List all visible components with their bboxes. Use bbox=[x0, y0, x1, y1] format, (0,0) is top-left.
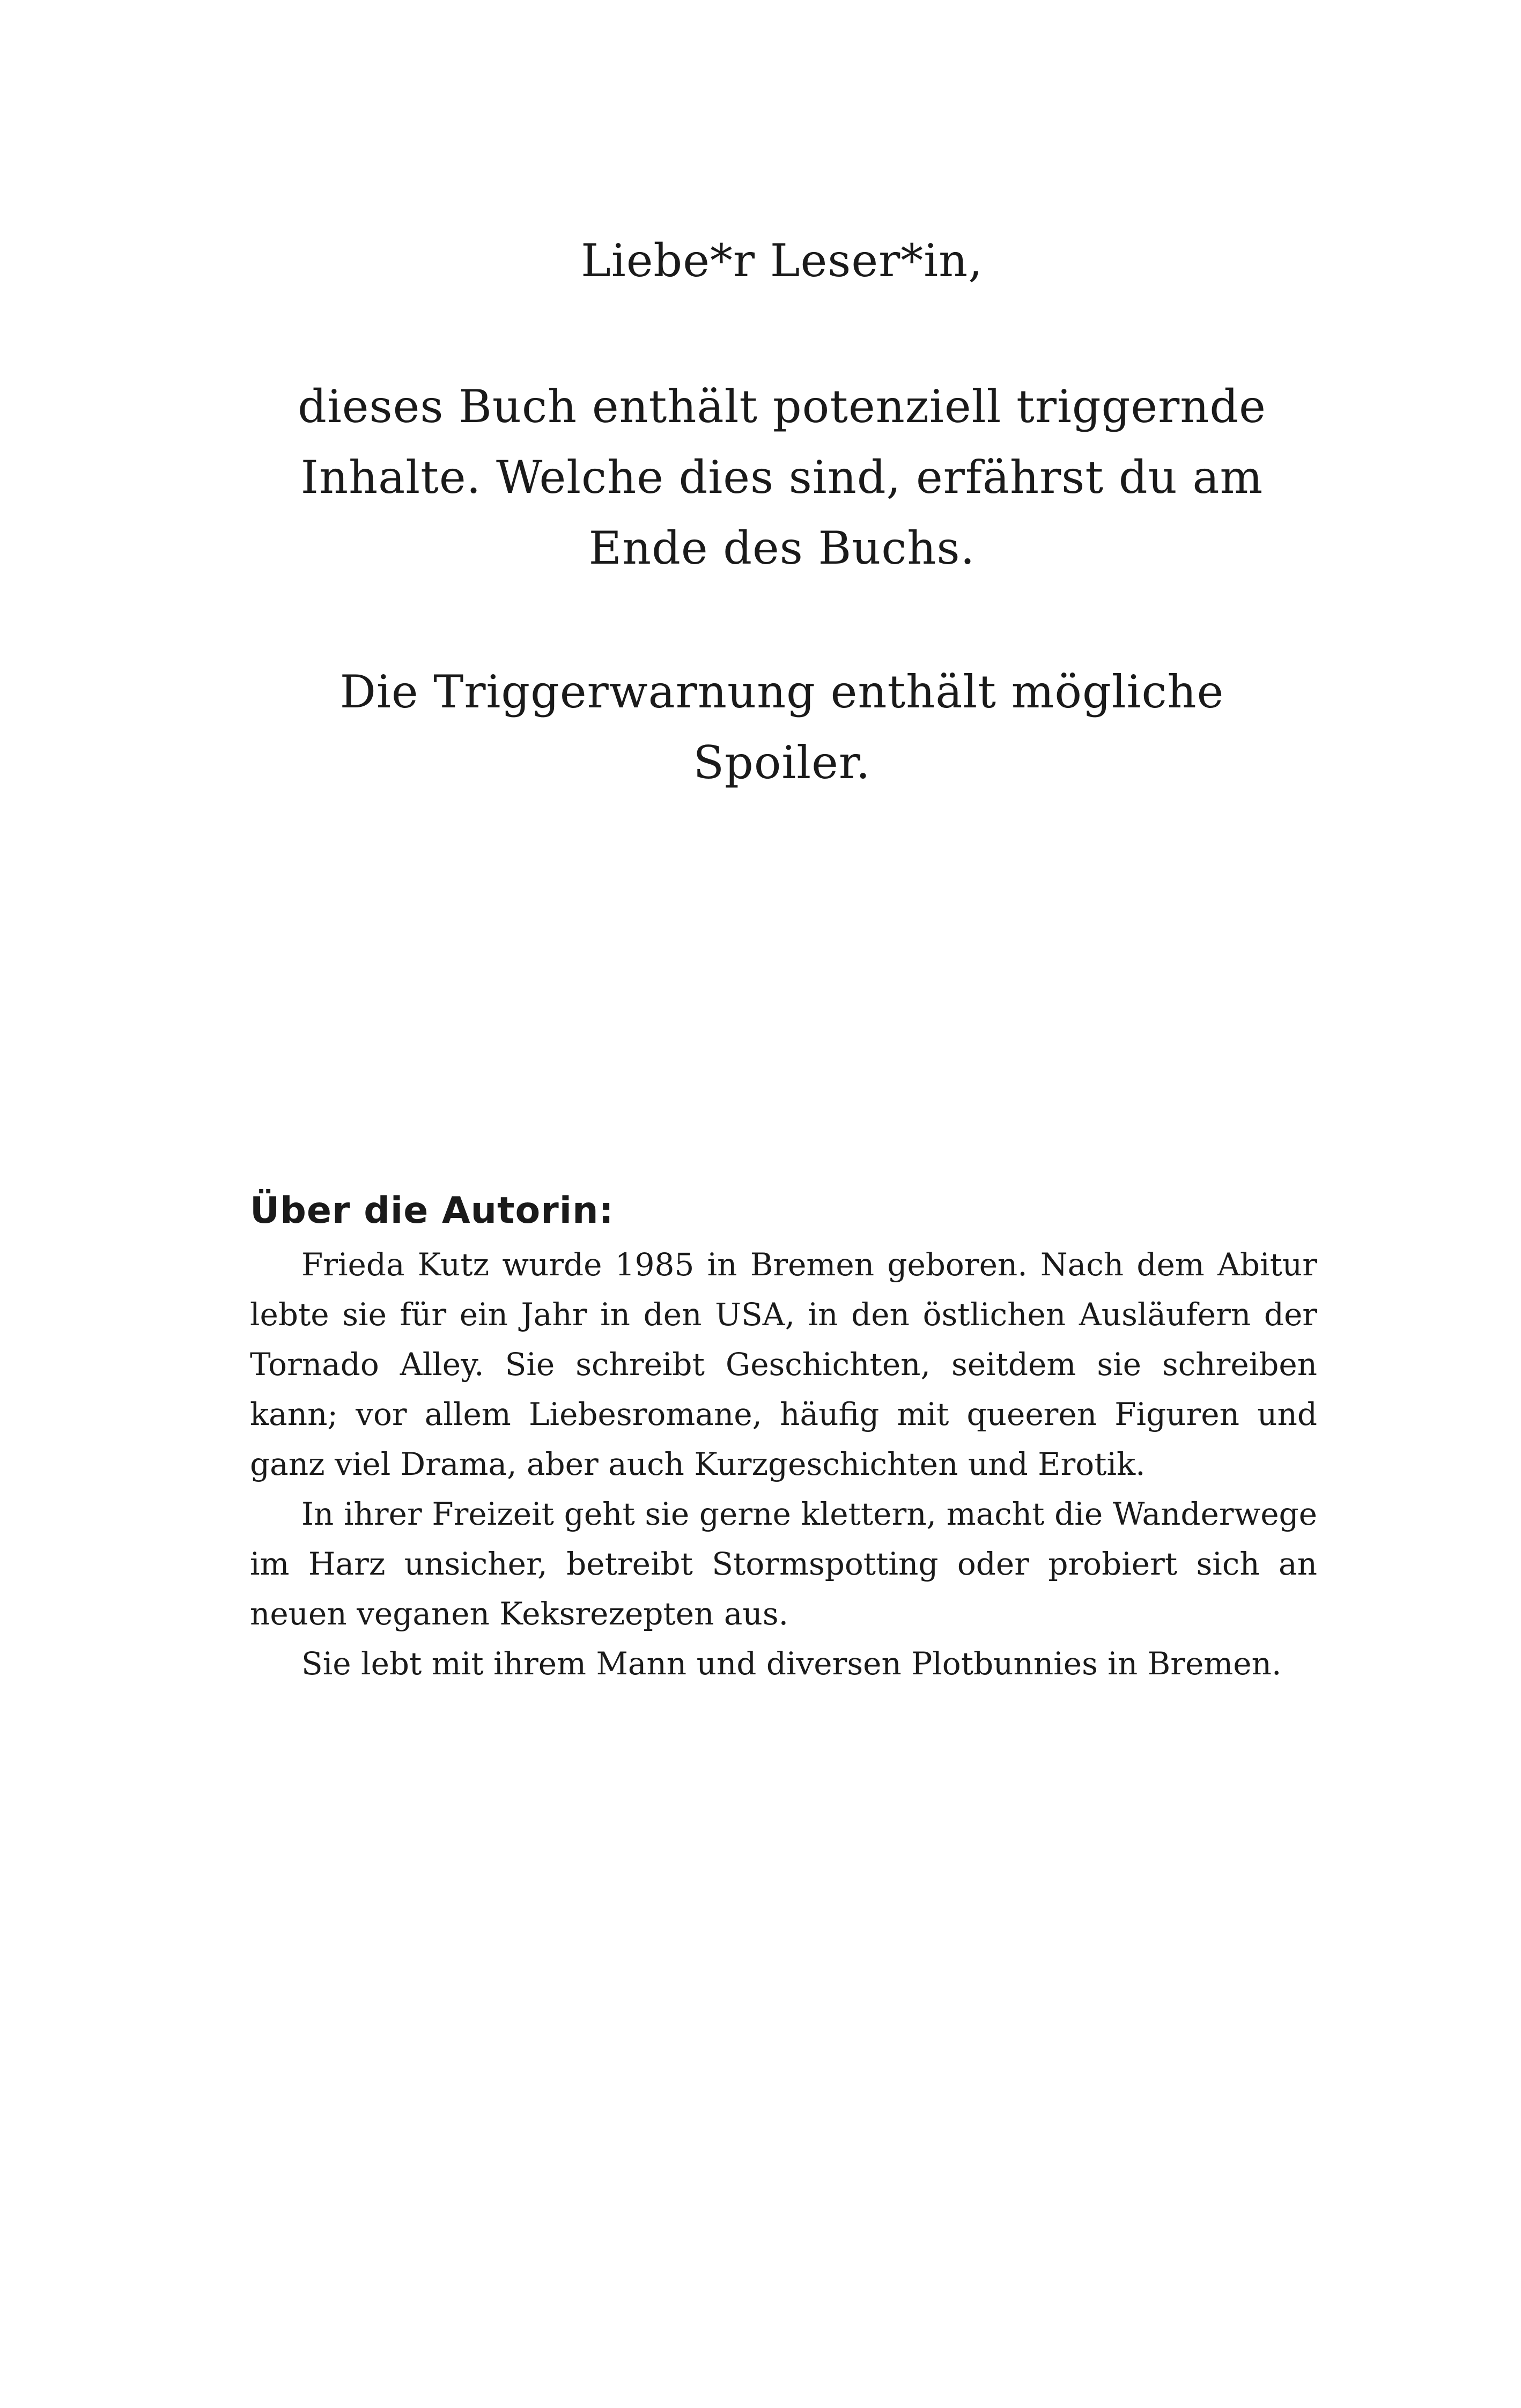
trigger-warning-notice bbox=[247, 371, 1317, 583]
about-author-paragraph-residence: Sie lebt mit ihrem Mann und diversen Plotbunnies in Bremen. bbox=[301, 1645, 1282, 1682]
greeting-text: Liebe*r Leser*in, bbox=[581, 234, 983, 287]
spoiler-notice bbox=[247, 656, 1317, 798]
spoiler-note-text: Die Triggerwarnung enthält mögliche Spoiler. bbox=[339, 666, 1224, 789]
about-author-section bbox=[250, 1184, 1317, 1689]
about-author-heading: Über die Autorin: bbox=[250, 1190, 614, 1232]
reader-greeting bbox=[247, 225, 1317, 296]
trigger-warning-text: dieses Buch enthält potenziell triggernde Inhalte. Welche dies sind, erfährst du am Ende des Buchs. bbox=[298, 380, 1266, 574]
about-author-paragraph-biography: Frieda Kutz wurde 1985 in Bremen geboren. Nach dem Abitur lebte sie für ein Jahr in den USA, in den östlichen Ausläufern der Tornado Alley. Sie schreibt Geschichten, seitdem sie schreiben kann; vor allem Liebesromane, häufig mit queeren Figuren und ganz viel Drama, aber auch Kurzgeschichten und Erotik. bbox=[250, 1246, 1317, 1482]
about-author-paragraph-hobbies: In ihrer Freizeit geht sie gerne klettern, macht die Wanderwege im Harz unsicher, betreibt Stormspotting oder probiert sich an neuen veganen Keksrezepten aus. bbox=[250, 1496, 1317, 1632]
